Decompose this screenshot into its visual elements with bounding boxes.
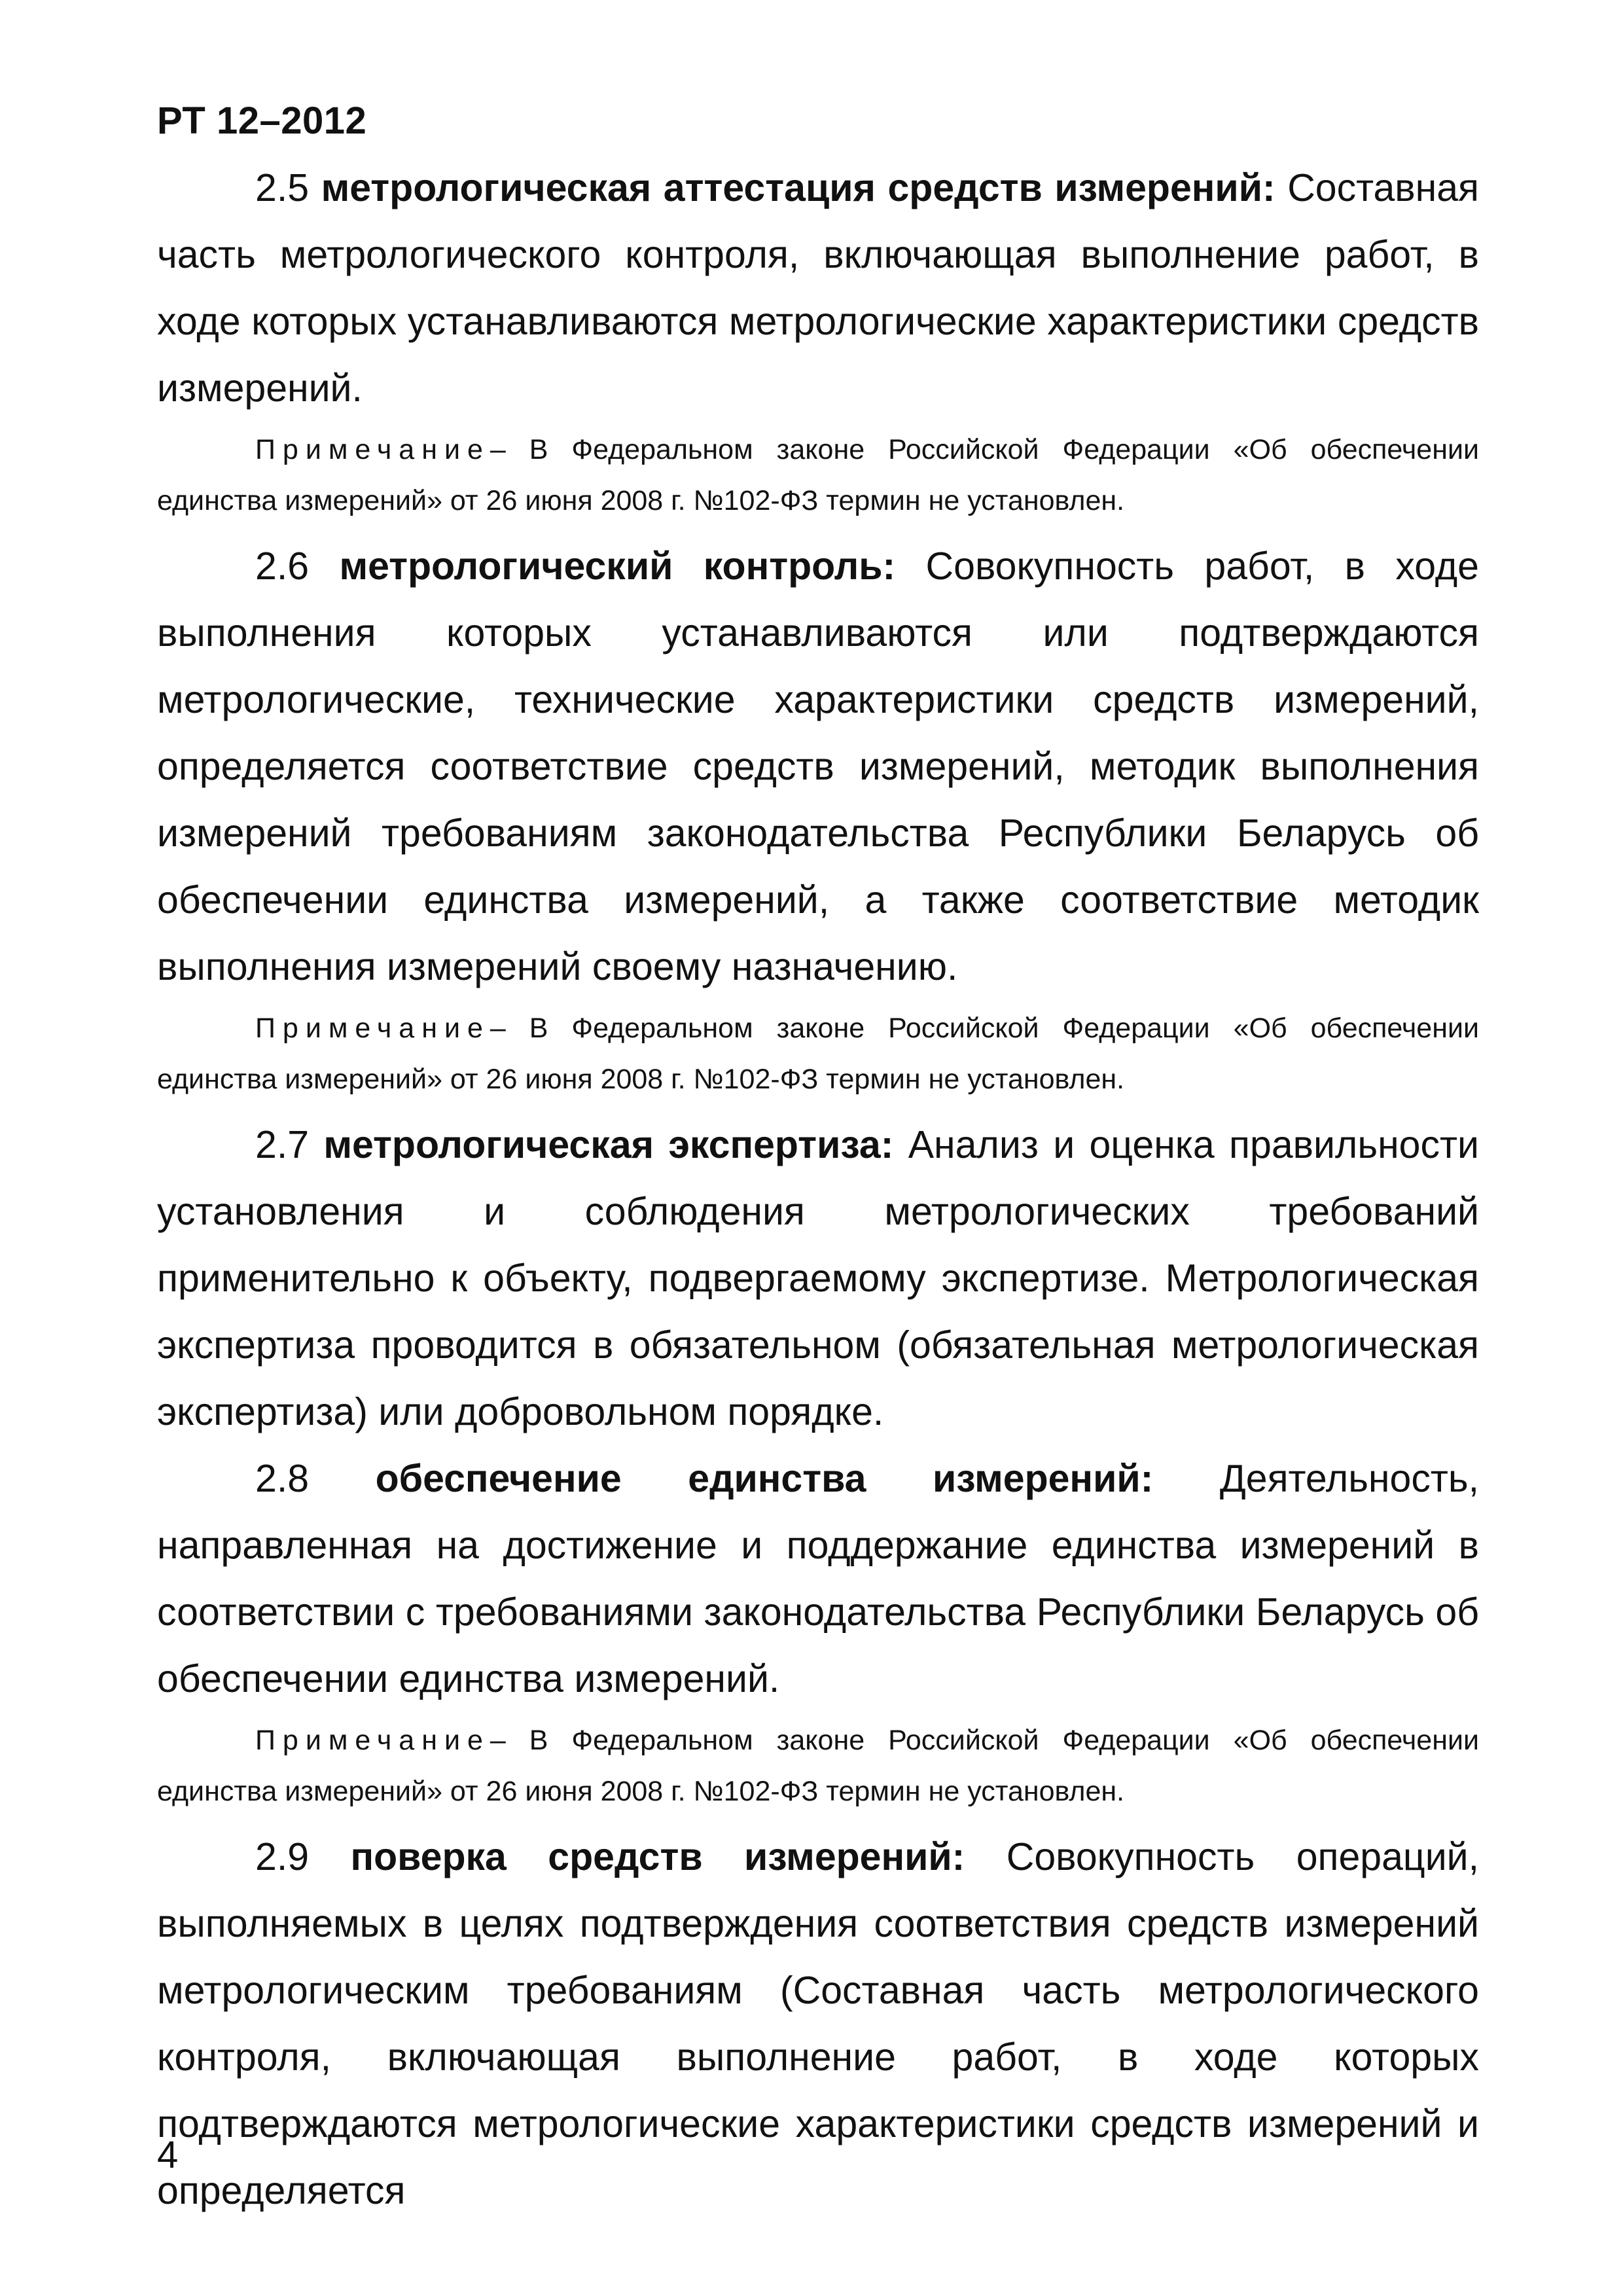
term-entry-2-9 xyxy=(157,1823,1479,2224)
term-entry-2-8 xyxy=(157,1445,1479,1712)
term-name: обеспечение единства измерений: xyxy=(375,1456,1154,1500)
term-name: метрологическая аттестация средств измерений: xyxy=(321,166,1275,209)
note-label: Примечание xyxy=(255,433,490,465)
term-definition: Совокупность работ, в ходе выполнения которых устанавливаются или подтверждаются метрологические, технические характеристики средств измерений, определяется соответствие средств измерений, методик выполнения измерений требованиям законодательства Республики Беларусь об обеспечении единства измерений, а также соответствие методик выполнения измерений своему назначению. xyxy=(157,544,1479,988)
term-definition: Составная часть метрологического контроля, включающая выполнение работ, в ходе которых устанавливаются метрологические характеристики средств измерений. xyxy=(157,166,1479,410)
term-name: поверка средств измерений: xyxy=(350,1835,965,1878)
note-2-6 xyxy=(157,1003,1479,1105)
entry-number: 2.9 xyxy=(255,1835,310,1878)
note-text: – В Федеральном законе Российской Федерации «Об обеспечении единства измерений» от 26 июня 2008 г. №102-ФЗ термин не установлен. xyxy=(157,1012,1479,1095)
term-name: метрологический контроль: xyxy=(339,544,896,588)
term-name: метрологическая экспертиза: xyxy=(323,1122,894,1166)
term-definition: Совокупность операций, выполняемых в целях подтверждения соответствия средств измерений метрологическим требованиям (Составная часть метрологического контроля, включающая выполнение работ, в ходе которых подтверждаются метрологические характеристики средств измерений и определяется xyxy=(157,1835,1479,2212)
term-entry-2-5 xyxy=(157,154,1479,422)
term-entry-2-7 xyxy=(157,1111,1479,1445)
term-definition: Анализ и оценка правильности установления и соблюдения метрологических требований применительно к объекту, подвергаемому экспертизе. Метрологическая экспертиза проводится в обязательном (обязательная метрологическая экспертиза) или добровольном порядке. xyxy=(157,1122,1479,1433)
document-page xyxy=(157,98,1479,2224)
term-definition: Деятельность, направленная на достижение и поддержание единства измерений в соответствии с требованиями законодательства Республики Беларусь об обеспечении единства измерений. xyxy=(157,1456,1479,1700)
note-text: – В Федеральном законе Российской Федерации «Об обеспечении единства измерений» от 26 июня 2008 г. №102-ФЗ термин не установлен. xyxy=(157,1724,1479,1807)
entry-number: 2.5 xyxy=(255,166,310,209)
page-number: 4 xyxy=(157,2134,179,2176)
note-text: – В Федеральном законе Российской Федерации «Об обеспечении единства измерений» от 26 июня 2008 г. №102-ФЗ термин не установлен. xyxy=(157,433,1479,516)
term-entry-2-6 xyxy=(157,533,1479,1000)
note-label: Примечание xyxy=(255,1724,490,1756)
note-2-8 xyxy=(157,1715,1479,1817)
note-label: Примечание xyxy=(255,1012,490,1044)
entry-number: 2.6 xyxy=(255,544,310,588)
note-2-5 xyxy=(157,424,1479,526)
document-code: РТ 12–2012 xyxy=(157,99,367,142)
entry-number: 2.8 xyxy=(255,1456,310,1500)
entry-number: 2.7 xyxy=(255,1122,310,1166)
